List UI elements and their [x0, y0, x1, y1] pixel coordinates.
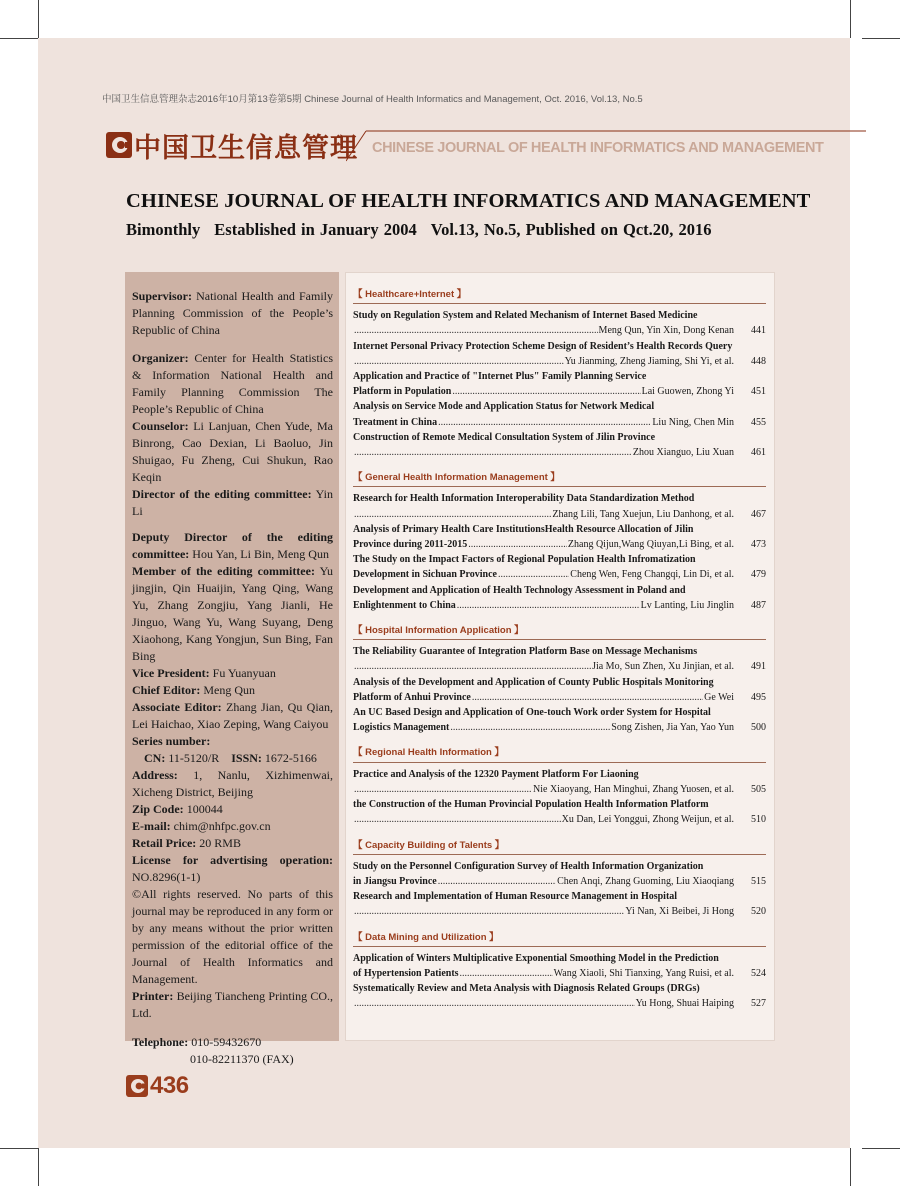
article-title: Construction of Remote Medical Consultation System of Jilin Province: [353, 431, 656, 443]
dot-leader: [354, 812, 561, 827]
circle-c-logo-icon: [126, 1075, 148, 1097]
article-byline: [353, 966, 766, 981]
article-title: the Construction of the Human Provincial Population Health Information Platform: [353, 799, 709, 811]
toc-section: [353, 623, 766, 735]
toc-entry[interactable]: [353, 430, 766, 460]
brand-chinese-title: 中国卫生信息管理: [134, 132, 358, 164]
article-title-end: Platform in Population: [353, 386, 452, 398]
article-authors: Meng Qun, Yin Xin, Dong Kenan: [598, 325, 734, 337]
article-page: 500: [751, 722, 766, 734]
section-heading: 【 Hospital Information Application 】: [353, 623, 766, 640]
page-folio: [126, 1072, 189, 1100]
article-page: 467: [751, 508, 766, 520]
article-page: 524: [751, 967, 766, 979]
article-page: 495: [751, 691, 766, 703]
article-title: Study on the Personnel Configuration Survey of Health Information Organization: [353, 860, 704, 872]
article-byline: [353, 720, 766, 735]
article-authors: Wang Xiaoli, Shi Tianxing, Yang Ruisi, et al.: [553, 967, 734, 979]
article-authors: Liu Ning, Chen Min: [652, 416, 734, 428]
article-byline: [353, 812, 766, 827]
address: Address: 1, Nanlu, Xizhimenwai, Xicheng District, Beijing: [132, 768, 333, 799]
article-page: 515: [751, 875, 766, 887]
article-page: 441: [751, 325, 766, 337]
toc-entry[interactable]: [353, 705, 766, 735]
article-authors: Zhou Xianguo, Liu Xuan: [632, 447, 734, 459]
article-page: 527: [751, 998, 766, 1010]
article-authors: Zhang Qijun,Wang Qiuyan,Li Bing, et al.: [567, 539, 734, 551]
article-title: Research and Implementation of Human Resource Management in Hospital: [353, 891, 678, 903]
dot-leader: [354, 354, 564, 369]
supervisor: Supervisor: National Health and Family Planning Commission of the People’s Republic of China: [132, 289, 333, 337]
crop-mark: [0, 38, 38, 39]
cn-issn: CN: 11-5120/R ISSN: 1672-5166: [144, 751, 317, 765]
series-number: Series number:: [132, 734, 211, 748]
article-title: Analysis on Service Mode and Application Status for Network Medical: [353, 401, 655, 413]
article-title: Practice and Analysis of the 12320 Payment Platform For Liaoning: [353, 768, 639, 780]
toc-section: [353, 930, 766, 1012]
article-authors: Jia Mo, Sun Zhen, Xu Jinjian, et al.: [592, 661, 734, 673]
article-title: The Study on the Impact Factors of Regional Population Health Infromatization: [353, 554, 696, 566]
crop-mark: [850, 1148, 851, 1186]
article-title: Analysis of Primary Health Care InstitutionsHealth Resource Allocation of Jilin: [353, 523, 694, 535]
copyright-notice: ©All rights reserved. No parts of this journal may be reproduced in any form or by any means without the prior written permission of the editorial office of the Journal of Health Informatics and Management.: [132, 887, 333, 986]
article-title: Application of Winters Multiplicative Exponential Smoothing Model in the Prediction: [353, 952, 719, 964]
toc-entry[interactable]: [353, 675, 766, 705]
telephone: Telephone: 010-59432670: [132, 1035, 262, 1049]
toc-entry[interactable]: [353, 583, 766, 613]
zip-code: Zip Code: 100044: [132, 802, 223, 816]
toc-entry[interactable]: [353, 859, 766, 889]
frequency: Bimonthly: [126, 220, 201, 239]
dot-leader: [472, 690, 703, 705]
dot-leader: [354, 782, 532, 797]
article-title: Internet Personal Privacy Protection Scheme Design of Resident’s Health Records Query: [353, 340, 733, 352]
article-title: Study on Regulation System and Related Mechanism of Internet Based Medicine: [353, 310, 698, 322]
fax: 010-82211370 (FAX): [190, 1052, 294, 1066]
article-title-end: Platform of Anhui Province: [353, 691, 471, 703]
table-of-contents: [345, 272, 775, 1041]
article-page: 520: [751, 906, 766, 918]
article-title-end: Development in Sichuan Province: [353, 569, 497, 581]
article-page: 491: [751, 661, 766, 673]
article-page: 473: [751, 539, 766, 551]
article-title-end: Enlightenment to China: [353, 599, 456, 611]
article-authors: Zhang Lili, Tang Xuejun, Liu Danhong, et al.: [552, 508, 734, 520]
printer: Printer: Beijing Tiancheng Printing CO., Ltd.: [132, 989, 333, 1020]
article-authors: Xu Dan, Lei Yonggui, Zhong Weijun, et al.: [561, 814, 734, 826]
running-head: 中国卫生信息管理杂志2016年10月第13卷第5期 Chinese Journal of Health Informatics and Management, Oct. 2016, Vol.13, No.5: [102, 94, 643, 105]
masthead-subline: [126, 220, 726, 240]
committee-members: Member of the editing committee: Yu jingjin, Qin Huaijin, Yang Qing, Wang Yu, Zhang Zongjiu, Yang Jianli, He Jinguo, Wang Yu, Wang Suyang, Deng Xiaohong, Kang Yongjun, Sun Bing, Fan Bing: [132, 564, 334, 663]
counselor: Counselor: Li Lanjuan, Chen Yude, Ma Binrong, Cao Dexian, Li Baoluo, Jin Shuigao, Fu Zheng, Cui Shukun, Rao Keqin: [132, 419, 333, 484]
brand-english-title: CHINESE JOURNAL OF HEALTH INFORMATICS AND MANAGEMENT: [372, 140, 824, 156]
article-byline: [353, 354, 766, 369]
article-page: 461: [751, 447, 766, 459]
dot-leader: [457, 598, 640, 613]
toc-section: [353, 838, 766, 920]
issue-info: Vol.13, No.5, Published on Qct.20, 2016: [430, 220, 712, 239]
associate-editor: Associate Editor: Zhang Jian, Qu Qian, Lei Haichao, Xiao Zeping, Wang Caiyou: [132, 700, 333, 731]
article-page: 479: [751, 569, 766, 581]
article-byline: [353, 507, 766, 522]
section-heading: 【 Healthcare+Internet 】: [353, 287, 766, 304]
article-authors: Lv Lanting, Liu Jinglin: [640, 599, 734, 611]
circle-c-logo-icon: [106, 132, 132, 158]
toc-entry[interactable]: [353, 522, 766, 552]
dot-leader: [354, 445, 632, 460]
crop-mark: [862, 1148, 900, 1149]
dot-leader: [354, 904, 624, 919]
article-byline: [353, 690, 766, 705]
article-byline: [353, 598, 766, 613]
vice-president: Vice President: Fu Yuanyuan: [132, 666, 276, 680]
article-authors: Yu Jianming, Zheng Jiaming, Shi Yi, et al.: [564, 355, 734, 367]
article-byline: [353, 996, 766, 1011]
article-byline: [353, 445, 766, 460]
article-page: 487: [751, 599, 766, 611]
dot-leader: [354, 659, 591, 674]
article-title-end: of Hypertension Patients: [353, 967, 459, 979]
dot-leader: [498, 567, 569, 582]
article-title: Application and Practice of "Internet Plus" Family Planning Service: [353, 371, 647, 383]
crop-mark: [0, 1148, 38, 1149]
toc-entry[interactable]: [353, 981, 766, 1011]
journal-brand: [106, 128, 358, 162]
toc-entry[interactable]: [353, 797, 766, 827]
toc-entry[interactable]: [353, 399, 766, 429]
article-page: 455: [751, 416, 766, 428]
dot-leader: [438, 415, 651, 430]
toc-section: [353, 287, 766, 460]
dot-leader: [354, 507, 551, 522]
article-title: The Reliability Guarantee of Integration Platform Base on Message Mechanisms: [353, 646, 698, 658]
article-title-end: Province during 2011-2015: [353, 539, 468, 551]
crop-mark: [850, 0, 851, 38]
section-heading: 【 Regional Health Information 】: [353, 745, 766, 762]
email: E-mail: chim@nhfpc.gov.cn: [132, 819, 271, 833]
dot-leader: [450, 720, 610, 735]
article-title-end: Treatment in China: [353, 416, 438, 428]
article-authors: Ge Wei: [704, 691, 734, 703]
toc-entry[interactable]: [353, 552, 766, 582]
toc-section: [353, 745, 766, 827]
section-heading: 【 General Health Information Management 】: [353, 470, 766, 487]
dot-leader: [354, 996, 635, 1011]
toc-entry[interactable]: [353, 951, 766, 981]
article-title: Analysis of the Development and Application of County Public Hospitals Monitoring: [353, 676, 714, 688]
article-authors: Yi Nan, Xi Beibei, Ji Hong: [625, 906, 734, 918]
retail-price: Retail Price: 20 RMB: [132, 836, 241, 850]
article-byline: [353, 567, 766, 582]
dot-leader: [460, 966, 553, 981]
crop-mark: [38, 0, 39, 38]
article-title-end: in Jiangsu Province: [353, 875, 437, 887]
article-byline: [353, 384, 766, 399]
article-byline: [353, 904, 766, 919]
article-authors: Chen Anqi, Zhang Guoming, Liu Xiaoqiang: [557, 875, 734, 887]
article-byline: [353, 782, 766, 797]
page-number: 436: [150, 1072, 189, 1099]
article-title-end: Logistics Management: [353, 722, 450, 734]
section-heading: 【 Capacity Building of Talents 】: [353, 838, 766, 855]
article-authors: Yu Hong, Shuai Haiping: [635, 998, 734, 1010]
article-title: Development and Application of Health Technology Assessment in Poland and: [353, 584, 686, 596]
toc-section: [353, 470, 766, 613]
dot-leader: [468, 537, 567, 552]
deputy-director: Deputy Director of the editing committee: Hou Yan, Li Bin, Meng Qun: [132, 530, 333, 561]
article-byline: [353, 323, 766, 338]
article-byline: [353, 659, 766, 674]
chief-editor: Chief Editor: Meng Qun: [132, 683, 255, 697]
dot-leader: [438, 874, 556, 889]
article-page: 448: [751, 355, 766, 367]
article-byline: [353, 415, 766, 430]
article-byline: [353, 874, 766, 889]
article-title: Systematically Review and Meta Analysis with Diagnosis Related Groups (DRGs): [353, 983, 700, 995]
masthead-title: CHINESE JOURNAL OF HEALTH INFORMATICS AND MANAGEMENT: [126, 190, 811, 212]
dot-leader: [354, 323, 598, 338]
toc-entry[interactable]: [353, 644, 766, 674]
article-page: 505: [751, 783, 766, 795]
toc-entry[interactable]: [353, 339, 766, 369]
section-heading: 【 Data Mining and Utilization 】: [353, 930, 766, 947]
article-page: 451: [751, 386, 766, 398]
crop-mark: [862, 38, 900, 39]
article-title: Research for Health Information Interoperability Data Standardization Method: [353, 493, 695, 505]
article-authors: Nie Xiaoyang, Han Minghui, Zhang Yuosen, et al.: [533, 783, 734, 795]
toc-entry[interactable]: [353, 369, 766, 399]
advertising-license: License for advertising operation: NO.8296(1-1): [132, 853, 333, 884]
publication-info-panel: [125, 272, 339, 1066]
dot-leader: [452, 384, 640, 399]
article-byline: [353, 537, 766, 552]
toc-entry[interactable]: [353, 767, 766, 797]
toc-entry[interactable]: [353, 308, 766, 338]
director: Director of the editing committee: Yin Li: [132, 487, 333, 518]
article-authors: Cheng Wen, Feng Changqi, Lin Di, et al.: [570, 569, 734, 581]
toc-entry[interactable]: [353, 889, 766, 919]
article-authors: Lai Guowen, Zhong Yi: [641, 386, 734, 398]
established: Established in January 2004: [214, 220, 417, 239]
crop-mark: [38, 1148, 39, 1186]
article-authors: Song Zishen, Jia Yan, Yao Yun: [611, 722, 734, 734]
article-page: 510: [751, 814, 766, 826]
organizer: Organizer: Center for Health Statistics & Information National Health and Family Planning Commission The People’s Republic of China: [132, 351, 333, 416]
article-title: An UC Based Design and Application of One-touch Work order System for Hospital: [353, 707, 711, 719]
toc-entry[interactable]: [353, 491, 766, 521]
